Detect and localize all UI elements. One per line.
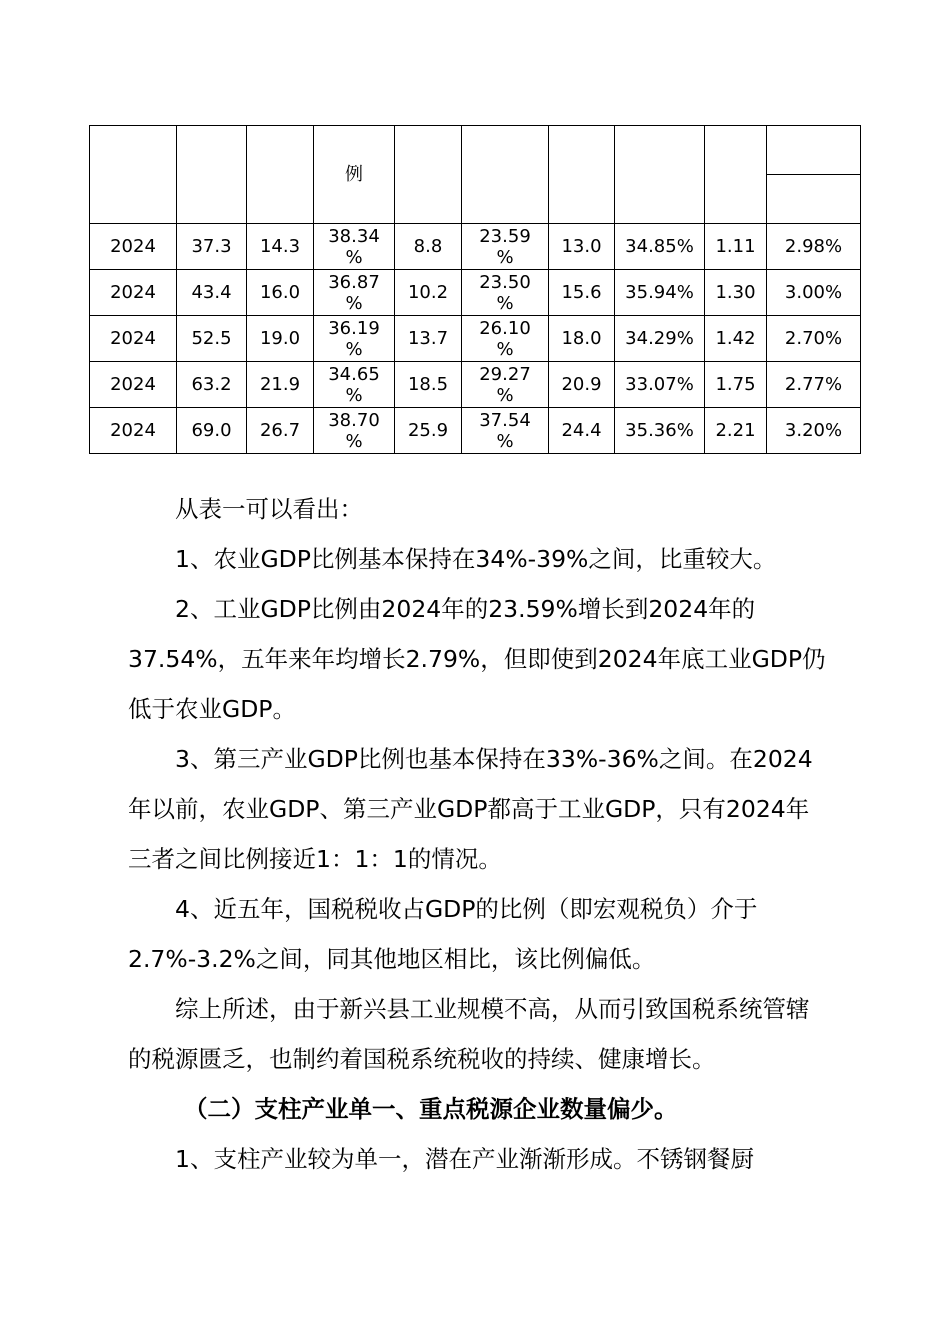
table-row: [90, 224, 861, 270]
paragraph-point-1: 1、农业GDP比例基本保持在34%-39%之间，比重较大。: [175, 545, 777, 573]
table-cell: 36.19 %: [314, 316, 395, 362]
table-cell: 14.3: [247, 224, 314, 270]
table-cell: 2024: [90, 270, 177, 316]
table-cell: 18.5: [395, 362, 462, 408]
table-cell: 2.70%: [767, 316, 861, 362]
section-heading: （二）支柱产业单一、重点税源企业数量偏少。: [184, 1095, 678, 1123]
table-cell: 52.5: [177, 316, 247, 362]
header-cell-text: 例: [345, 164, 363, 185]
table-cell: 15.6: [549, 270, 615, 316]
table-header-row: [90, 126, 861, 175]
header-cell: [395, 126, 462, 224]
table-cell: 34.29%: [615, 316, 705, 362]
table-cell: 13.7: [395, 316, 462, 362]
table-cell: 1.30: [705, 270, 767, 316]
table-cell: 25.9: [395, 408, 462, 454]
table-cell: 2024: [90, 316, 177, 362]
table-cell: 1.75: [705, 362, 767, 408]
table-cell: 2024: [90, 408, 177, 454]
table-cell: 8.8: [395, 224, 462, 270]
table-cell: 16.0: [247, 270, 314, 316]
header-cell: [767, 175, 861, 224]
table-cell: 2024: [90, 224, 177, 270]
header-cell: [247, 126, 314, 224]
table-cell: 24.4: [549, 408, 615, 454]
table-row: [90, 270, 861, 316]
header-cell: [767, 126, 861, 175]
table-cell: 2024: [90, 362, 177, 408]
table-cell: 35.94%: [615, 270, 705, 316]
table-cell: 23.50 %: [462, 270, 549, 316]
table-cell: 36.87 %: [314, 270, 395, 316]
table-cell: 34.85%: [615, 224, 705, 270]
table-cell: 1.42: [705, 316, 767, 362]
paragraph-point-2: 2、工业GDP比例由2024年的23.59%增长到2024年的37.54%，五年来年均增长2.79%，但即使到2024年底工业GDP仍低于农业GDP。: [128, 595, 826, 723]
table-cell: 33.07%: [615, 362, 705, 408]
table-cell: 35.36%: [615, 408, 705, 454]
header-cell: [177, 126, 247, 224]
table-cell: 37.54 %: [462, 408, 549, 454]
table-row: [90, 316, 861, 362]
table-cell: 2.77%: [767, 362, 861, 408]
table-row: [90, 408, 861, 454]
table-cell: 2.98%: [767, 224, 861, 270]
header-cell: [90, 126, 177, 224]
table-cell: 29.27 %: [462, 362, 549, 408]
header-cell: [615, 126, 705, 224]
table-cell: 1.11: [705, 224, 767, 270]
table-cell: 13.0: [549, 224, 615, 270]
table-row: [90, 362, 861, 408]
table-cell: 43.4: [177, 270, 247, 316]
table-cell: 63.2: [177, 362, 247, 408]
table-cell: 23.59 %: [462, 224, 549, 270]
header-cell: [549, 126, 615, 224]
gdp-table: [89, 125, 861, 454]
table-cell: 21.9: [247, 362, 314, 408]
header-cell: [705, 126, 767, 224]
table-cell: 19.0: [247, 316, 314, 362]
header-cell: [462, 126, 549, 224]
table-cell: 26.10 %: [462, 316, 549, 362]
paragraph-point-4: 4、近五年，国税税收占GDP的比例（即宏观税负）介于2.7%-3.2%之间，同其他地区相比，该比例偏低。: [128, 895, 758, 973]
table-cell: 3.20%: [767, 408, 861, 454]
header-cell: [314, 126, 395, 224]
paragraph-summary: 综上所述，由于新兴县工业规模不高，从而引致国税系统管辖的税源匮乏，也制约着国税系统税收的持续、健康增长。: [128, 995, 810, 1073]
table-cell: 38.70 %: [314, 408, 395, 454]
table-cell: 38.34 %: [314, 224, 395, 270]
table-cell: 18.0: [549, 316, 615, 362]
table-cell: 34.65 %: [314, 362, 395, 408]
paragraph-point-3: 3、第三产业GDP比例也基本保持在33%-36%之间。在2024年以前，农业GDP、第三产业GDP都高于工业GDP，只有2024年三者之间比例接近1：1：1的情况。: [128, 745, 813, 873]
table-cell: 20.9: [549, 362, 615, 408]
paragraph-point-5: 1、支柱产业较为单一，潜在产业渐渐形成。不锈钢餐厨: [175, 1145, 754, 1173]
table-cell: 3.00%: [767, 270, 861, 316]
paragraph-intro: 从表一可以看出：: [175, 495, 363, 523]
table-cell: 2.21: [705, 408, 767, 454]
table-cell: 10.2: [395, 270, 462, 316]
table-cell: 37.3: [177, 224, 247, 270]
table-cell: 69.0: [177, 408, 247, 454]
table-cell: 26.7: [247, 408, 314, 454]
